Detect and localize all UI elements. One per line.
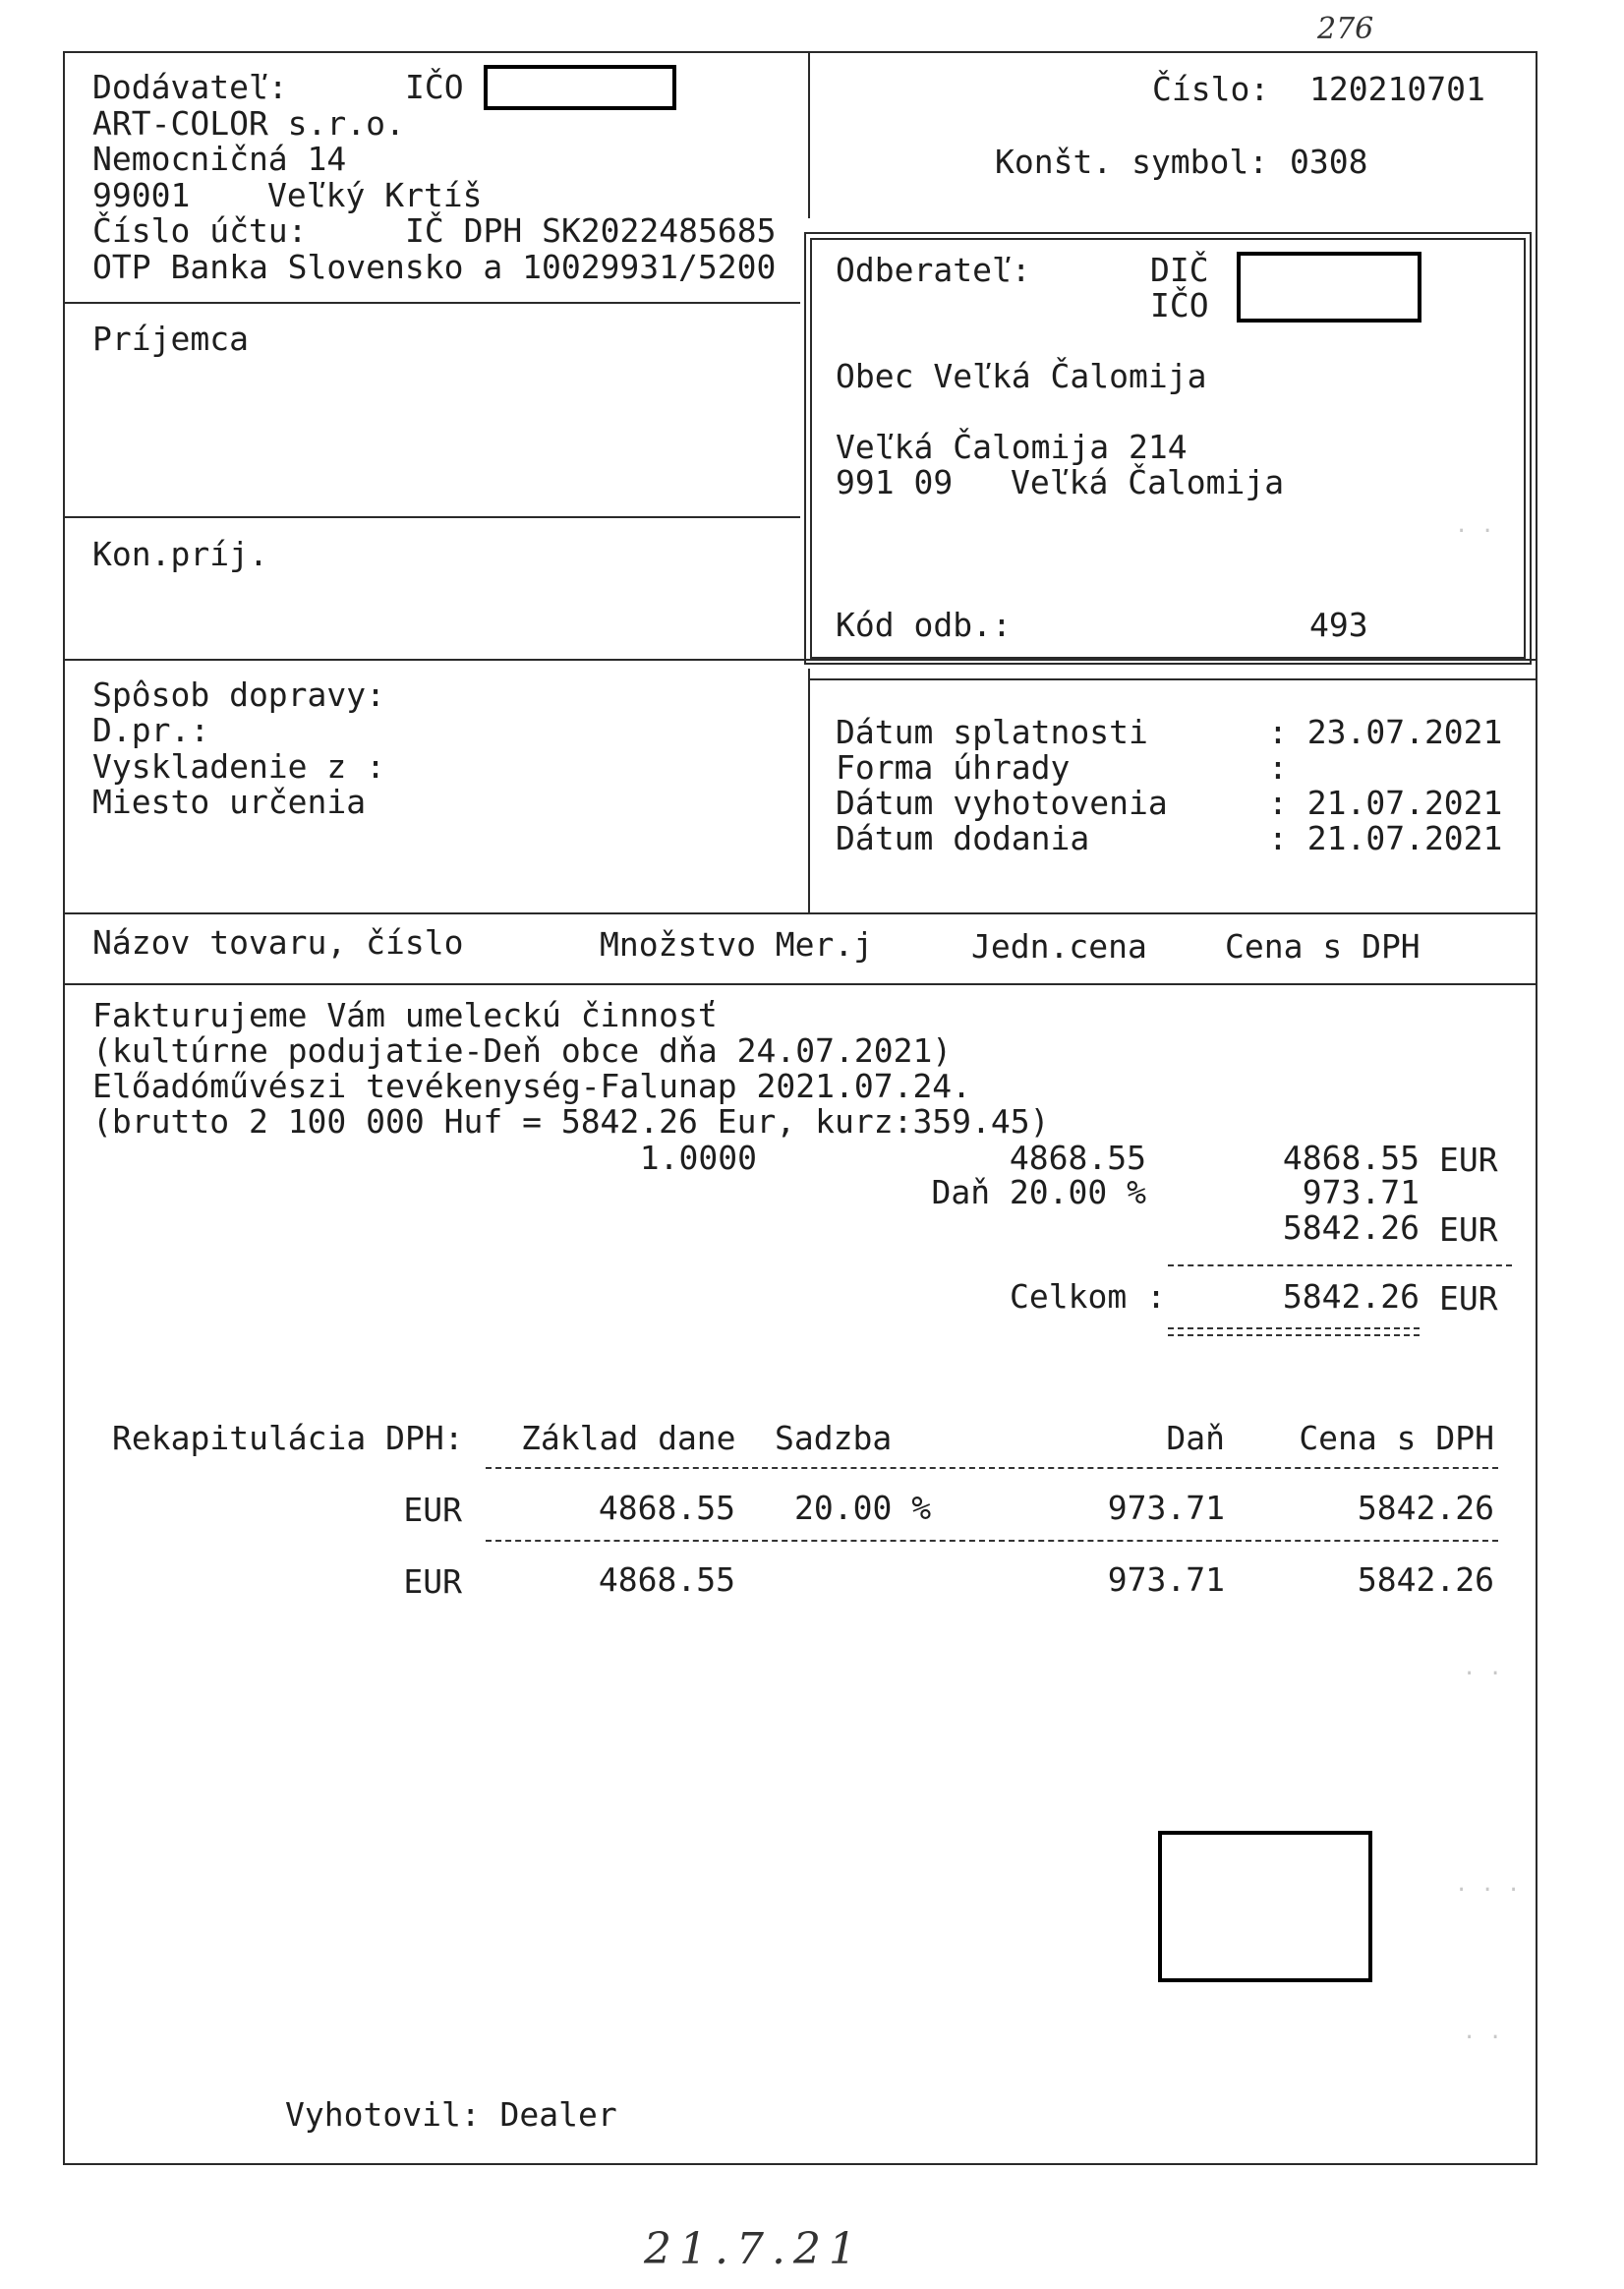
delivery-date-label: Dátum dodania <box>836 819 1090 857</box>
due-date: : 23.07.2021 <box>1268 713 1503 751</box>
frame-left <box>63 51 65 2165</box>
total-currency: EUR <box>1439 1279 1498 1318</box>
vat-row-2-total: 5842.26 <box>1357 1560 1494 1599</box>
vat-row-1-tax: 973.71 <box>1107 1489 1225 1527</box>
const-symbol-label: Konšt. symbol: <box>995 143 1269 181</box>
total-separator <box>1168 1264 1512 1266</box>
invoice-number: 120210701 <box>1309 70 1485 108</box>
redacted-customer-ids <box>1237 252 1421 323</box>
supplier-account-label: Číslo účtu: <box>92 211 308 250</box>
item-line-1: Fakturujeme Vám umeleckú činnosť <box>92 996 718 1034</box>
col-header-price-vat: Cena s DPH <box>1225 927 1421 966</box>
supplier-street: Nemocničná 14 <box>92 140 347 178</box>
scan-artifact: · · · <box>1455 1878 1521 1903</box>
supplier-ico-label: IČO <box>405 68 464 106</box>
frame-right <box>1536 51 1537 2165</box>
customer-code: 493 <box>1309 606 1368 644</box>
total-double-rule <box>1168 1327 1420 1336</box>
handwritten-page-number: 276 <box>1317 12 1374 46</box>
issue-date: : 21.07.2021 <box>1268 784 1503 822</box>
divider-transport-vertical <box>808 669 810 914</box>
issue-date-label: Dátum vyhotovenia <box>836 784 1168 822</box>
divider-table-header-bottom <box>63 983 1537 985</box>
handwritten-date: 21.7.21 <box>644 2224 864 2274</box>
vat-row-1-base: 4868.55 <box>598 1489 735 1527</box>
scan-artifact: · · <box>1463 2025 1502 2050</box>
payment-form: : <box>1268 748 1288 787</box>
vat-row-2-tax: 973.71 <box>1107 1560 1225 1599</box>
divider-dates-top <box>808 678 1536 680</box>
item-tax: 973.71 <box>1302 1173 1420 1211</box>
divider-header-vertical <box>808 51 810 218</box>
item-qty: 1.0000 <box>639 1139 757 1177</box>
vat-row-1-rate: 20.00 % <box>794 1489 932 1527</box>
total-label: Celkom : <box>1010 1277 1166 1316</box>
vat-row-separator <box>486 1540 1498 1542</box>
frame-top <box>63 51 1537 53</box>
issued-by: Vyhotovil: Dealer <box>285 2095 617 2134</box>
vat-header-total: Cena s DPH <box>1299 1419 1494 1457</box>
customer-city: Veľká Čalomija <box>1011 463 1285 501</box>
transport-destination-label: Miesto určenia <box>92 783 367 821</box>
vat-row-2-base: 4868.55 <box>598 1560 735 1599</box>
transport-dpr-label: D.pr.: <box>92 711 210 749</box>
customer-zip: 991 09 <box>836 463 954 501</box>
customer-label: Odberateľ: <box>836 251 1031 289</box>
divider-table-header-top <box>63 912 1537 914</box>
redacted-supplier-ico <box>484 65 676 110</box>
divider-supplier-bottom <box>63 302 800 304</box>
item-line-2: (kultúrne podujatie-Deň obce dňa 24.07.2021) <box>92 1031 953 1070</box>
total-value: 5842.26 <box>1282 1277 1420 1316</box>
vat-row-1-currency: EUR <box>403 1491 462 1529</box>
item-gross: 5842.26 <box>1282 1208 1420 1247</box>
col-header-name: Názov tovaru, číslo <box>92 923 464 962</box>
delivery-date: : 21.07.2021 <box>1268 819 1503 857</box>
due-date-label: Dátum splatnosti <box>836 713 1148 751</box>
supplier-vat-id: IČ DPH SK2022485685 <box>405 211 777 250</box>
customer-dic-label: DIČ <box>1150 251 1209 289</box>
item-gross-currency: EUR <box>1439 1210 1498 1249</box>
customer-street: Veľká Čalomija 214 <box>836 428 1188 466</box>
vat-header-base: Základ dane <box>521 1419 736 1457</box>
item-tax-label: Daň 20.00 % <box>931 1173 1146 1211</box>
supplier-city: Veľký Krtíš <box>267 176 483 214</box>
final-recipient-label: Kon.príj. <box>92 535 268 573</box>
customer-ico-label: IČO <box>1150 286 1209 324</box>
item-line-4: (brutto 2 100 000 Huf = 5842.26 Eur, kurz:359.45) <box>92 1102 1050 1141</box>
customer-code-label: Kód odb.: <box>836 606 1012 644</box>
invoice-number-label: Číslo: <box>1152 70 1270 108</box>
supplier-bank: OTP Banka Slovensko a 10029931/5200 <box>92 248 777 286</box>
redacted-stamp <box>1158 1831 1372 1982</box>
customer-name: Obec Veľká Čalomija <box>836 357 1207 395</box>
frame-bottom <box>63 2163 1537 2165</box>
supplier-label: Dodávateľ: <box>92 68 288 106</box>
transport-dispatch-label: Vyskladenie z : <box>92 747 386 786</box>
supplier-name: ART-COLOR s.r.o. <box>92 104 405 143</box>
vat-header-rate: Sadzba <box>775 1419 893 1457</box>
item-total: 4868.55 <box>1282 1139 1420 1177</box>
vat-row-1-total: 5842.26 <box>1357 1489 1494 1527</box>
item-currency: EUR <box>1439 1141 1498 1179</box>
payment-form-label: Forma úhrady <box>836 748 1071 787</box>
col-header-unit-price: Jedn.cena <box>971 927 1147 966</box>
vat-header-separator <box>486 1467 1498 1469</box>
divider-recipient-bottom <box>63 516 800 518</box>
const-symbol: 0308 <box>1290 143 1368 181</box>
scan-artifact: · · <box>1455 519 1494 544</box>
col-header-qty: Množstvo Mer.j <box>600 925 874 964</box>
vat-header-tax: Daň <box>1166 1419 1225 1457</box>
item-unit-price: 4868.55 <box>1009 1139 1146 1177</box>
vat-row-2-currency: EUR <box>403 1562 462 1601</box>
transport-method-label: Spôsob dopravy: <box>92 675 386 714</box>
item-line-3: Előadóművészi tevékenység-Falunap 2021.07.24. <box>92 1067 972 1105</box>
scan-artifact: · · <box>1463 1662 1502 1686</box>
recipient-label: Príjemca <box>92 320 249 358</box>
supplier-zip: 99001 <box>92 176 191 214</box>
vat-summary-label: Rekapitulácia DPH: <box>112 1419 464 1457</box>
